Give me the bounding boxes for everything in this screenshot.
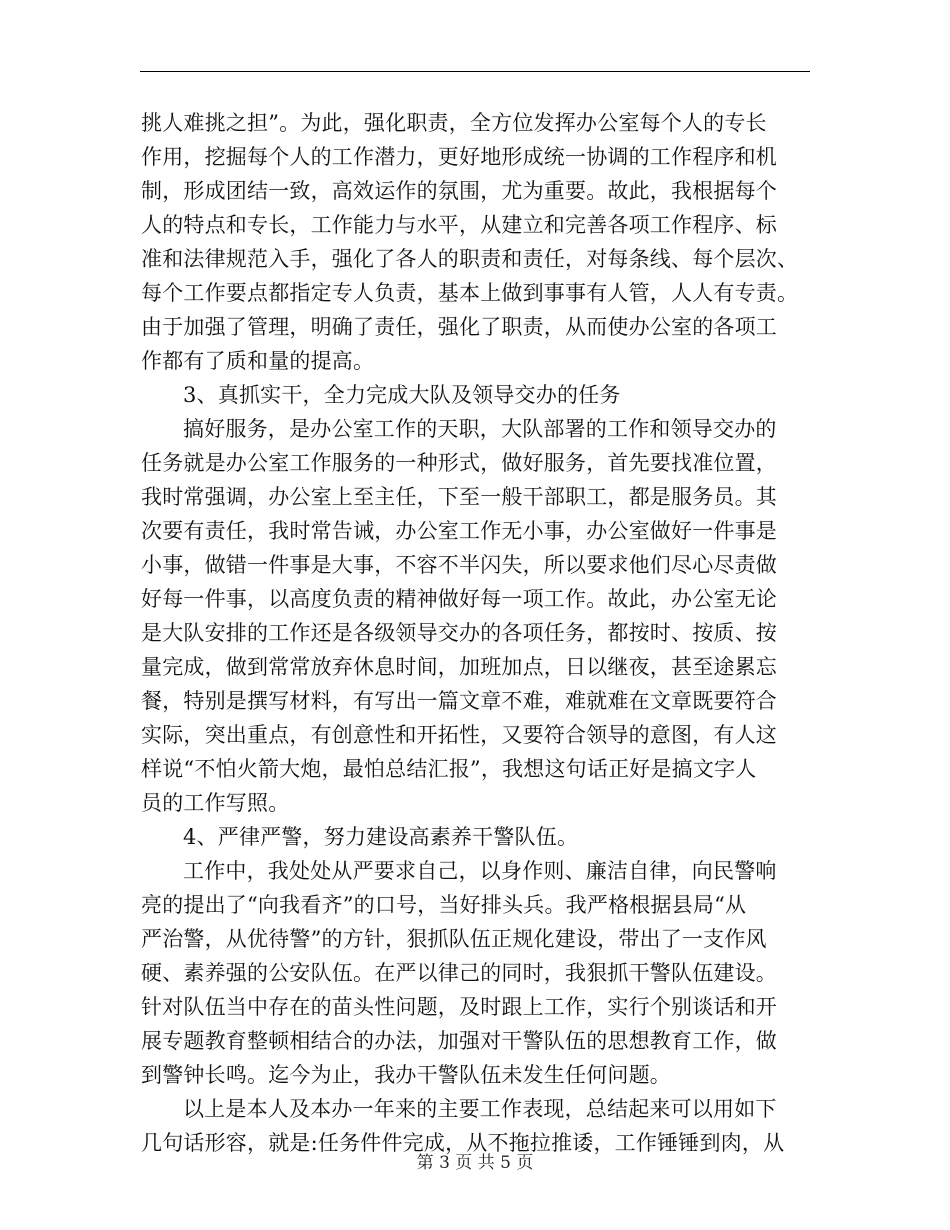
text-line: 搞好服务，是办公室工作的天职，大队部署的工作和领导交办的 <box>183 417 777 441</box>
text-line: 制，形成团结一致，高效运作的氛围，尤为重要。故此，我根据每个 <box>141 179 777 203</box>
text-line: 我时常强调，办公室上至主任，下至一般干部职工，都是服务员。其 <box>141 485 777 509</box>
text-line: 3、真抓实干，全力完成大队及领导交办的任务 <box>183 383 621 407</box>
text-line: 量完成，做到常常放弃休息时间，加班加点，日以继夜，甚至途累忘 <box>141 655 777 679</box>
text-line: 硬、素养强的公安队伍。在严以律己的同时，我狠抓干警队伍建设。 <box>141 961 777 985</box>
text-line: 以上是本人及本办一年来的主要工作表现，总结起来可以用如下 <box>183 1097 777 1121</box>
text-line: 4、严律严警，努力建设高素养干警队伍。 <box>183 825 579 849</box>
text-line: 严治警，从优待警”的方针，狠抓队伍正规化建设，带出了一支作风 <box>141 927 767 951</box>
page-footer: 第 3 页 共 5 页 <box>416 1153 534 1173</box>
header-rule <box>140 71 810 72</box>
text-line: 由于加强了管理，明确了责任，强化了职责，从而使办公室的各项工 <box>141 315 777 339</box>
text-line: 几句话形容，就是:任务件件完成，从不拖拉推诿，工作锤锤到肉，从 <box>141 1131 785 1155</box>
text-line: 到警钟长鸣。迄今为止，我办干警队伍未发生任何问题。 <box>141 1063 671 1087</box>
text-line: 实际，突出重点，有创意性和开拓性，又要符合领导的意图，有人这 <box>141 723 777 747</box>
text-line: 作用，挖掘每个人的工作潜力，更好地形成统一协调的工作程序和机 <box>141 145 777 169</box>
text-line: 样说“不怕火箭大炮，最怕总结汇报”，我想这句话正好是搞文字人 <box>141 757 757 781</box>
text-line: 挑人难挑之担”。为此，强化职责，全方位发挥办公室每个人的专长 <box>141 111 767 135</box>
text-line: 针对队伍当中存在的苗头性问题，及时跟上工作，实行个别谈话和开 <box>141 995 777 1019</box>
document-body <box>141 106 811 1160</box>
text-line: 任务就是办公室工作服务的一种形式，做好服务，首先要找准位置， <box>141 451 777 475</box>
text-line: 餐，特别是撰写材料，有写出一篇文章不难，难就难在文章既要符合 <box>141 689 777 713</box>
text-line: 员的工作写照。 <box>141 791 290 815</box>
text-line: 亮的提出了“向我看齐”的口号，当好排头兵。我严格根据县局“从 <box>141 893 747 917</box>
text-line: 每个工作要点都指定专人负责，基本上做到事事有人管，人人有专责。 <box>141 281 799 305</box>
text-line: 作都有了质和量的提高。 <box>141 349 375 373</box>
text-line: 准和法律规范入手，强化了各人的职责和责任，对每条线、每个层次、 <box>141 247 799 271</box>
text-line: 工作中，我处处从严要求自己，以身作则、廉洁自律，向民警响 <box>183 859 777 883</box>
text-line: 好每一件事，以高度负责的精神做好每一项工作。故此，办公室无论 <box>141 587 777 611</box>
text-line: 次要有责任，我时常告诫，办公室工作无小事，办公室做好一件事是 <box>141 519 777 543</box>
text-line: 人的特点和专长，工作能力与水平，从建立和完善各项工作程序、标 <box>141 213 777 237</box>
text-line: 是大队安排的工作还是各级领导交办的各项任务，都按时、按质、按 <box>141 621 777 645</box>
text-line: 小事，做错一件事是大事，不容不半闪失，所以要求他们尽心尽责做 <box>141 553 777 577</box>
text-line: 展专题教育整顿相结合的办法，加强对干警队伍的思想教育工作，做 <box>141 1029 777 1053</box>
